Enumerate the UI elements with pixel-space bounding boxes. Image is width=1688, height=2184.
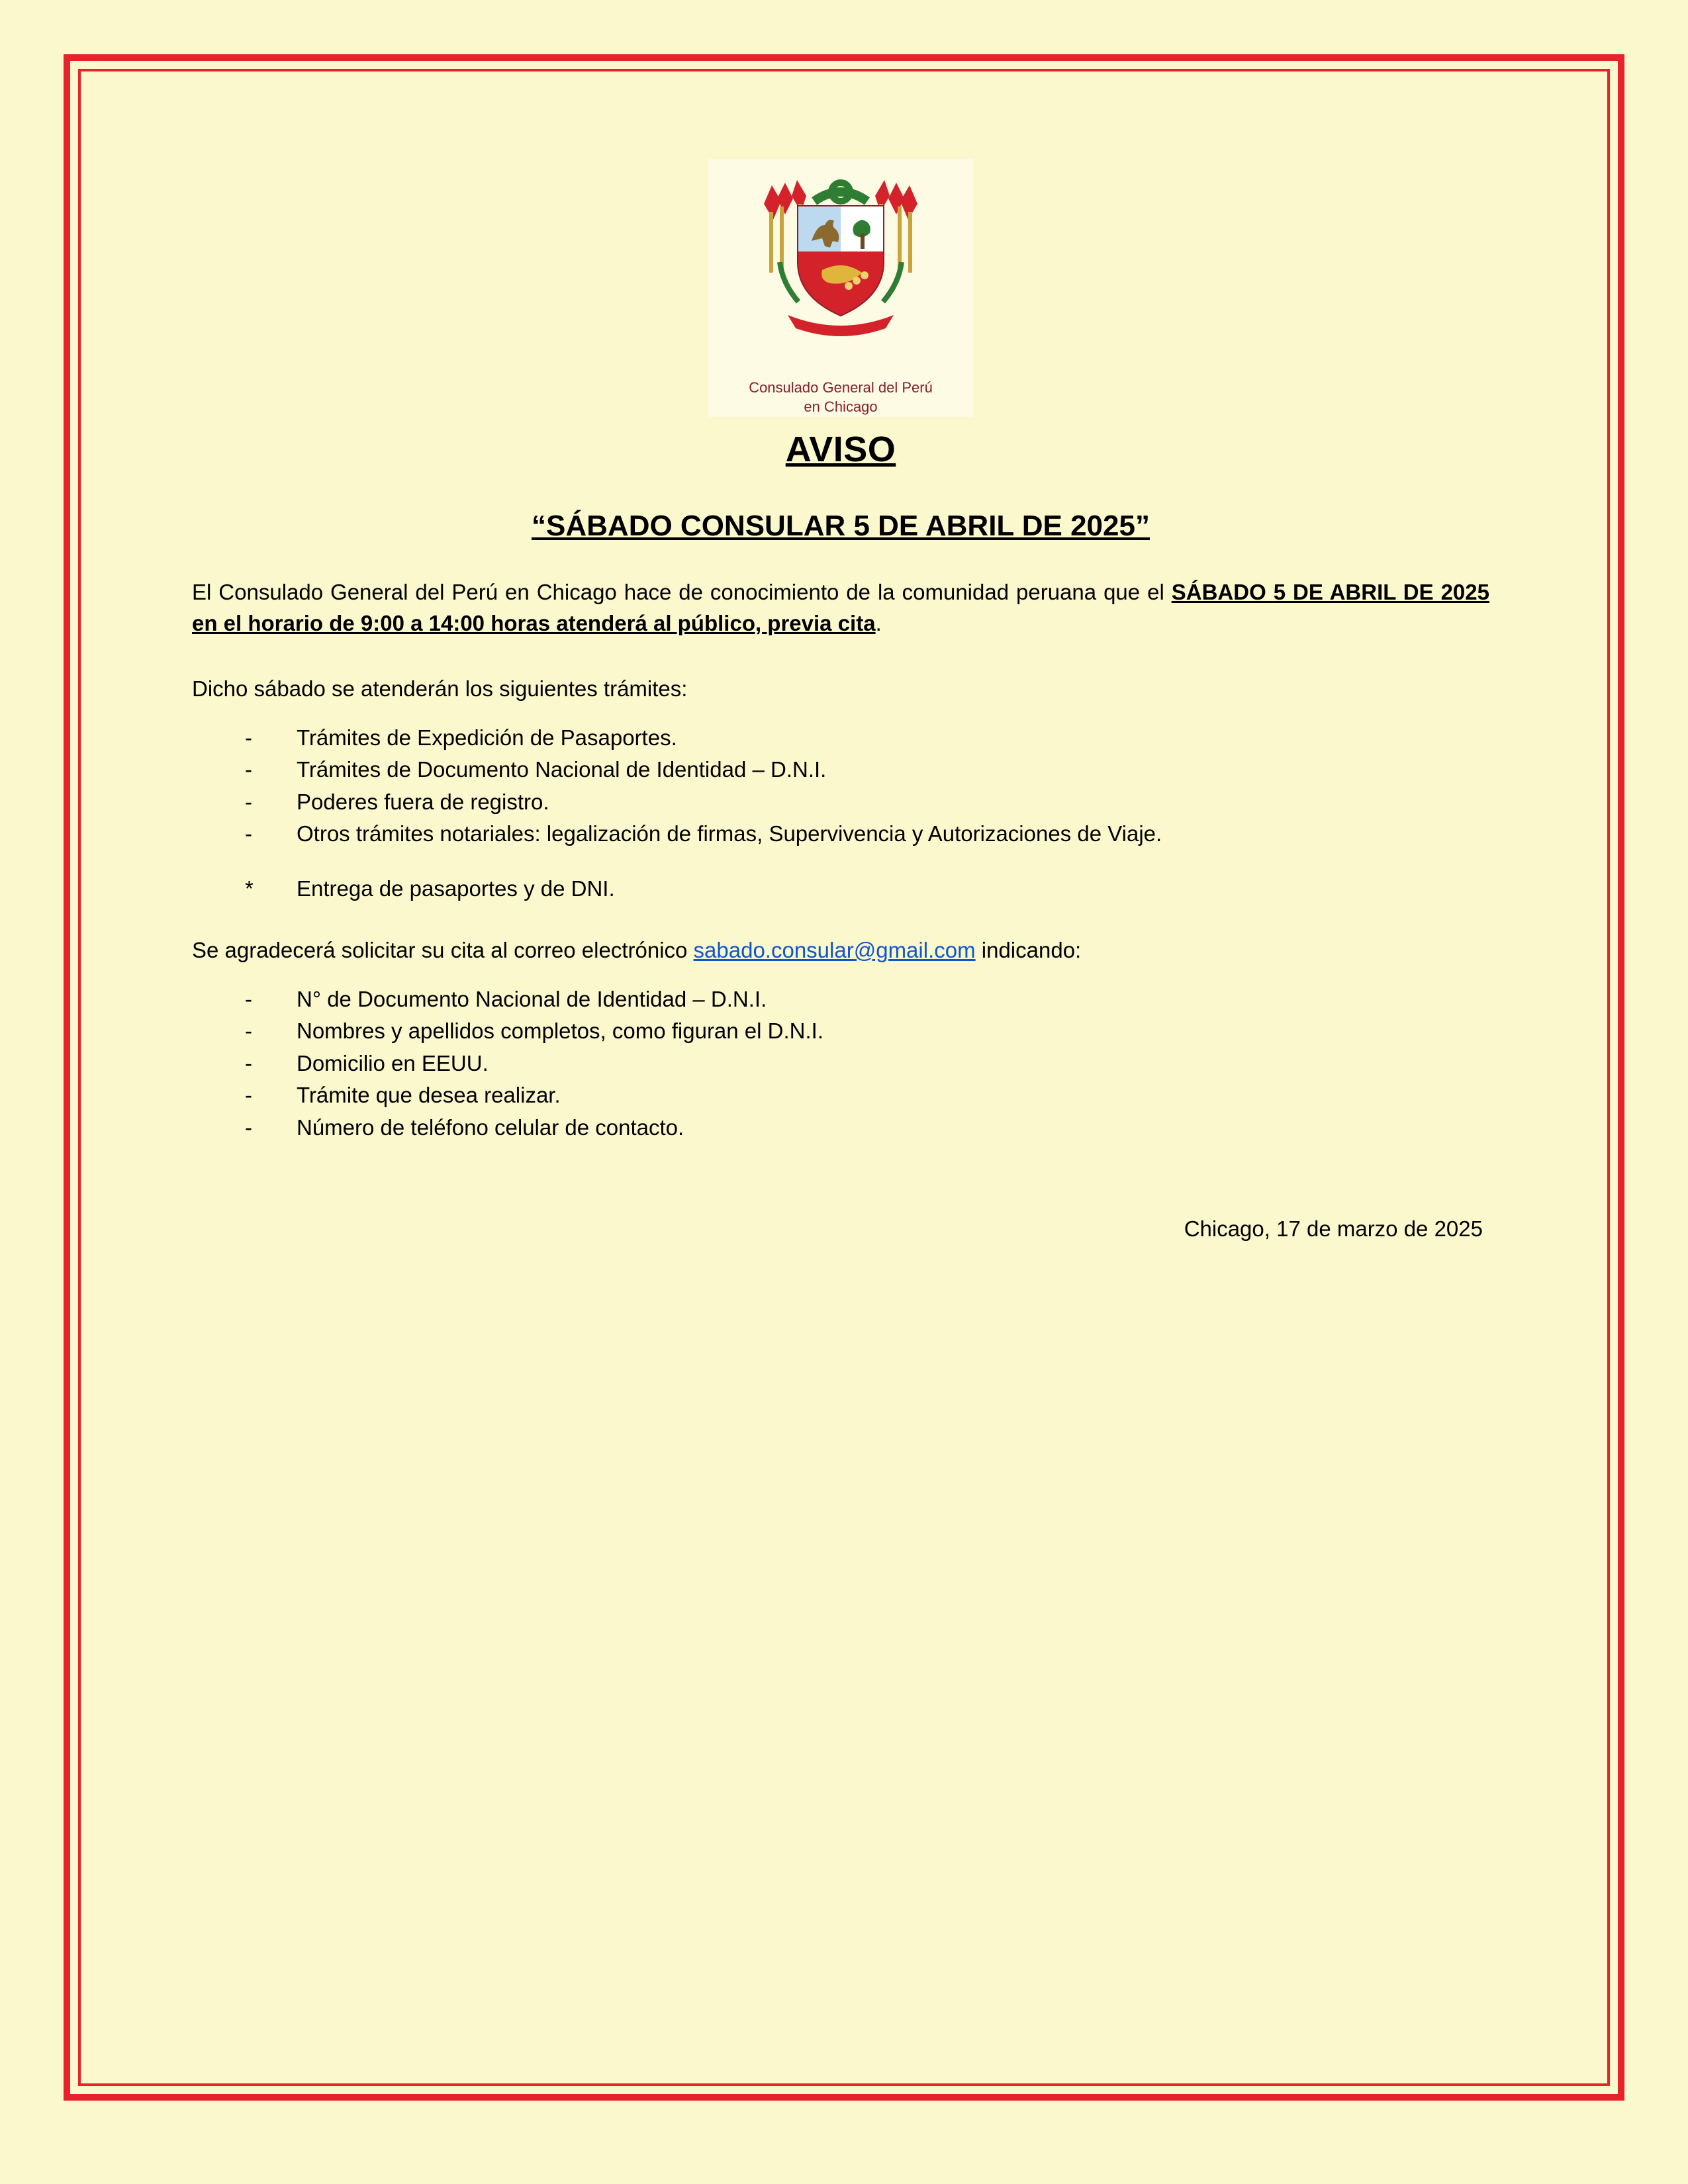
page-title: AVISO [785,430,896,469]
requirements-list [192,983,1489,1144]
crest-caption [708,379,973,416]
list-item-label: Trámites de Documento Nacional de Identidad – D.N.I. [297,757,827,782]
list-marker: - [245,986,252,1011]
list-marker: - [245,1083,252,1108]
crest-caption-line-1: Consulado General del Perú [749,379,933,396]
list-marker: - [245,1115,252,1140]
list-marker: - [245,757,252,782]
procedures-list [192,722,1489,850]
intro-text-part1: El Consulado General del Perú en Chicago hace de conocimiento de la comunidad peruana que el [192,580,1172,604]
intro-highlight: SÁBADO 5 DE ABRIL DE 2025 en el horario de 9:00 a 14:00 horas atenderá al público, previa cita [192,580,1489,635]
list-marker: * [245,876,254,901]
list-item [245,754,1489,786]
list-item [245,722,1489,754]
delivery-item-label: Entrega de pasaportes y de DNI. [297,876,615,901]
list-item [245,1015,1489,1048]
list-item [245,1048,1489,1080]
list-item-label: Otros trámites notariales: legalización de firmas, Supervivencia y Autorizaciones de Viaje. [297,821,1162,846]
list-marker: - [245,725,252,750]
list-item-label: Poderes fuera de registro. [297,789,549,814]
list-item-label: Trámite que desea realizar. [297,1083,561,1108]
list-marker: - [245,1050,252,1075]
list-item-label: N° de Documento Nacional de Identidad – D.N.I. [297,986,767,1011]
signature-line: Chicago, 17 de marzo de 2025 [1184,1216,1483,1242]
list-item [245,983,1489,1016]
list-marker: - [245,789,252,814]
procedures-lead: Dicho sábado se atenderán los siguientes trámites: [192,676,688,701]
intro-paragraph [192,577,1489,639]
appointment-paragraph [192,935,1489,966]
delivery-item [192,873,1489,905]
crest-caption-line-2: en Chicago [804,398,878,415]
list-item-label: Domicilio en EEUU. [297,1050,489,1075]
list-item [245,786,1489,819]
list-item [245,818,1489,850]
coat-of-arms-image [708,159,973,417]
list-item-label: Trámites de Expedición de Pasaportes. [297,725,677,750]
crest-block [708,159,973,417]
page-subtitle: “SÁBADO CONSULAR 5 DE ABRIL DE 2025” [532,510,1150,542]
document-content [192,159,1489,1242]
list-marker: - [245,821,252,846]
peru-coat-of-arms-icon [708,159,973,377]
intro-text-part2: . [875,610,882,635]
list-item-label: Nombres y apellidos completos, como figuran el D.N.I. [297,1019,823,1044]
list-item-label: Número de teléfono celular de contacto. [297,1115,684,1140]
appointment-text-part2: indicando: [975,938,1082,963]
list-item [245,1112,1489,1144]
appointment-email-link[interactable]: sabado.consular@gmail.com [693,938,976,963]
list-marker: - [245,1019,252,1044]
appointment-text-part1: Se agradecerá solicitar su cita al correo electrónico [192,938,694,963]
list-item [245,1079,1489,1112]
